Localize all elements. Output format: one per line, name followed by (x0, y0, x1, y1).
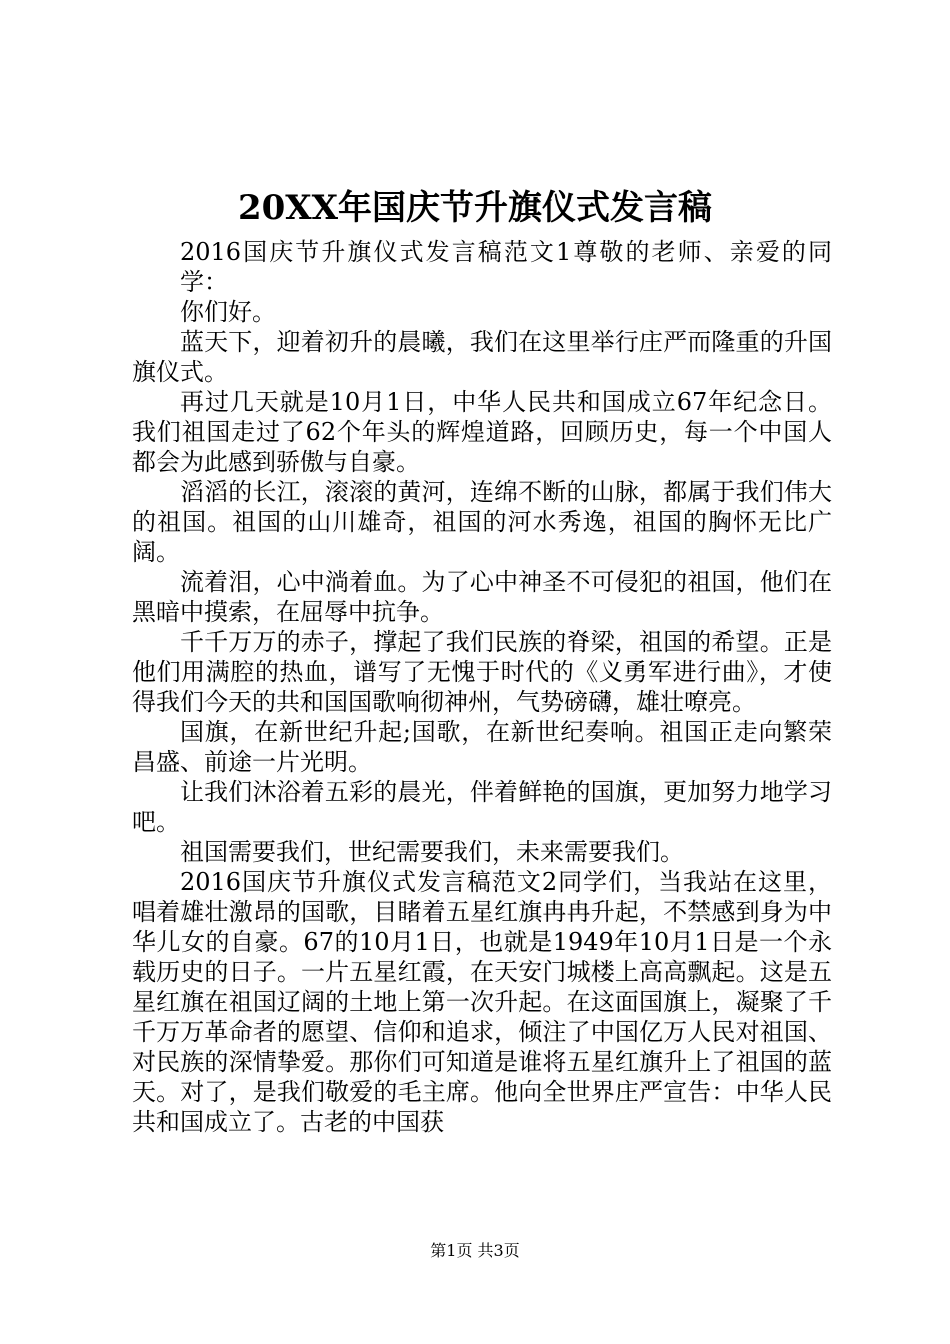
paragraph-8: 国旗，在新世纪升起;国歌，在新世纪奏响。祖国正走向繁荣昌盛、前途一片光明。 (132, 718, 832, 776)
paragraph-1: 2016国庆节升旗仪式发言稿范文1尊敬的老师、亲爱的同学： (180, 238, 832, 296)
document-body (132, 237, 832, 1137)
paragraph-11: 2016国庆节升旗仪式发言稿范文2同学们，当我站在这里，唱着雄壮激昂的国歌，目睹着五星红旗冉冉升起，不禁感到身为中华儿女的自豪。67的10月1日，也就是1949年10月1日是一个永载历史的日子。一片五星红霞，在天安门城楼上高高飘起。这是五星红旗在祖国辽阔的土地上第一次升起。在这面国旗上，凝聚了千千万万革命者的愿望、信仰和追求，倾注了中国亿万人民对祖国、对民族的深情挚爱。那你们可知道是谁将五星红旗升上了祖国的蓝天。对了，是我们敬爱的毛主席。他向全世界庄严宣告：中华人民共和国成立了。古老的中国获 (132, 868, 832, 1136)
paragraph-2: 你们好。 (180, 298, 276, 326)
paragraph-3: 蓝天下，迎着初升的晨曦，我们在这里举行庄严而隆重的升国旗仪式。 (132, 328, 832, 386)
paragraph-9: 让我们沐浴着五彩的晨光，伴着鲜艳的国旗，更加努力地学习吧。 (132, 778, 832, 836)
paragraph-7: 千千万万的赤子，撑起了我们民族的脊梁，祖国的希望。正是他们用满腔的热血，谱写了无愧于时代的《义勇军进行曲》，才使得我们今天的共和国国歌响彻神州，气势磅礴，雄壮嘹亮。 (132, 628, 832, 716)
paragraph-4: 再过几天就是10月1日，中华人民共和国成立67年纪念日。我们祖国走过了62个年头的辉煌道路，回顾历史，每一个中国人都会为此感到骄傲与自豪。 (132, 388, 832, 476)
document-title: 20XX年国庆节升旗仪式发言稿 (237, 188, 713, 228)
paragraph-6: 流着泪，心中淌着血。为了心中神圣不可侵犯的祖国，他们在黑暗中摸索，在屈辱中抗争。 (132, 568, 832, 626)
paragraph-10: 祖国需要我们，世纪需要我们，未来需要我们。 (180, 838, 684, 866)
page-footer: 第1页 共3页 (430, 1241, 520, 1260)
paragraph-5: 滔滔的长江，滚滚的黄河，连绵不断的山脉，都属于我们伟大的祖国。祖国的山川雄奇，祖国的河水秀逸，祖国的胸怀无比广阔。 (132, 478, 832, 566)
